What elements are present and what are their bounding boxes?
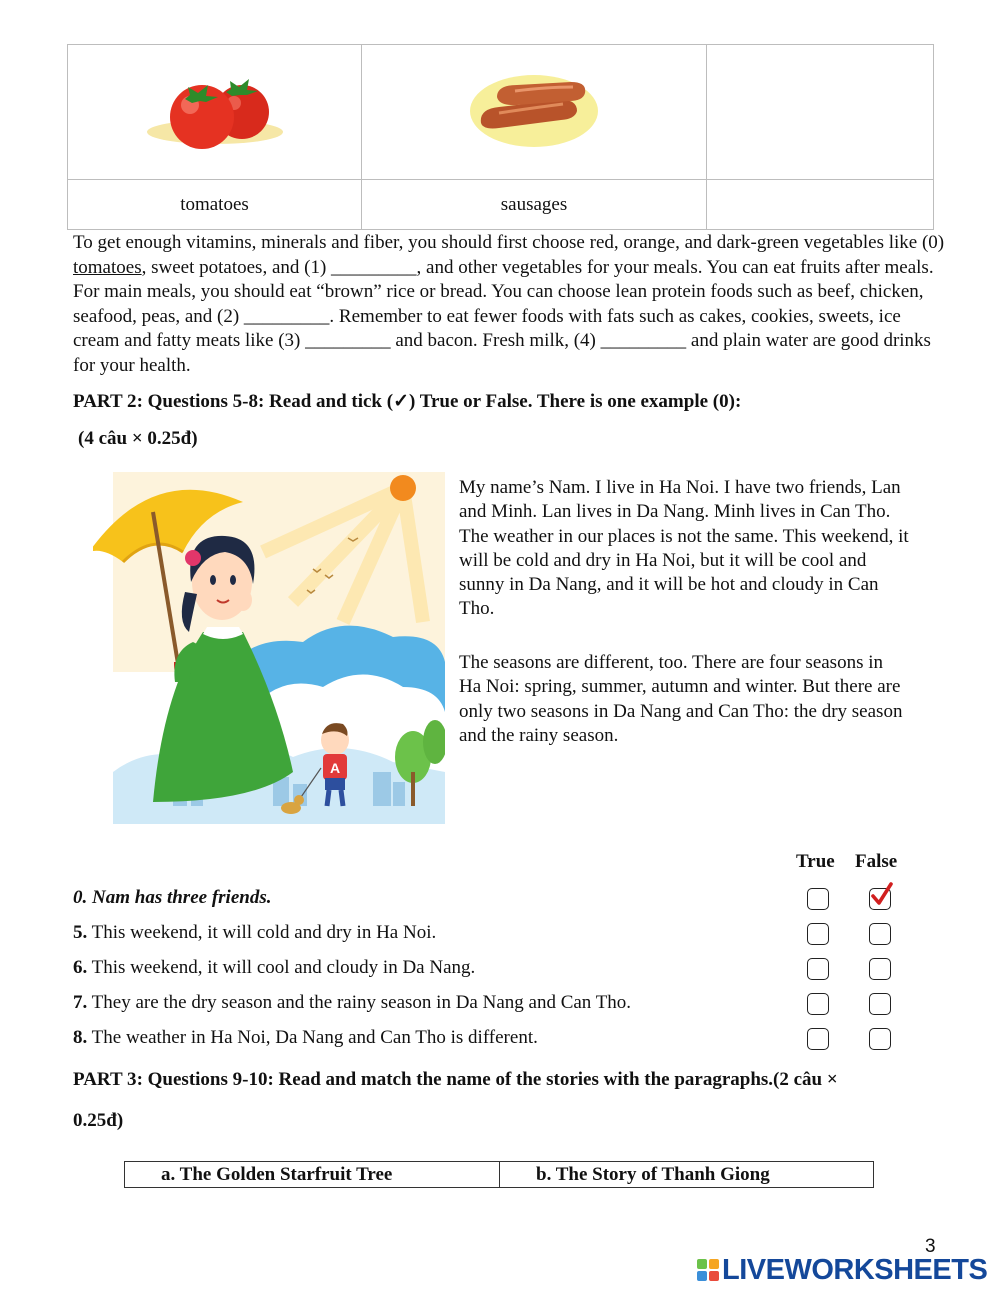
question-text: [73, 922, 436, 944]
question-number: 7.: [73, 992, 88, 1013]
reading-paragraph-2: The seasons are different, too. There are four seasons in Ha Noi: spring, summer, autumn and winter. But there are only two seasons in Da Nang and Can Tho: the dry season and the rainy season.: [459, 652, 903, 746]
sausages-image: [459, 65, 609, 155]
q7-false-checkbox[interactable]: [869, 993, 891, 1015]
part2-heading: [73, 390, 741, 413]
cloze-passage: [73, 231, 945, 378]
q5-true-checkbox[interactable]: [807, 923, 829, 945]
svg-text:A: A: [330, 760, 341, 776]
part2-score: (4 câu × 0.25đ): [78, 428, 198, 449]
reading-paragraph-1: My name’s Nam. I live in Ha Noi. I have two friends, Lan and Minh. Lan lives in Da Nang. Minh lives in Can Tho. The weather in our places is not the same. This weekend, it will be cold and dry in Ha Noi, but it will be cool and sunny in Da Nang, and it will be hot and cloudy in Can Tho.: [459, 477, 909, 620]
question-statement: This weekend, it will cool and cloudy in Da Nang.: [87, 957, 476, 978]
sausages-picture-cell: [362, 45, 707, 180]
empty-label: [707, 180, 934, 230]
true-column-header: True: [796, 851, 835, 872]
liveworksheets-logo: [697, 1254, 987, 1286]
empty-picture-cell: [707, 45, 934, 180]
tomatoes-label: tomatoes: [68, 180, 362, 230]
q5-false-checkbox[interactable]: [869, 923, 891, 945]
q8-false-checkbox[interactable]: [869, 1028, 891, 1050]
part2-instruction: : Questions 5-8: Read and tick (✓) True or False. There is one example (0):: [136, 391, 742, 412]
q8-true-checkbox[interactable]: [807, 1028, 829, 1050]
question-number: 6.: [73, 957, 88, 978]
question-row-5: [73, 922, 933, 952]
sausages-label: sausages: [362, 180, 707, 230]
q6-true-checkbox[interactable]: [807, 958, 829, 980]
question-statement: They are the dry season and the rainy season in Da Nang and Can Tho.: [87, 992, 632, 1013]
brand-name: LIVEWORKSHEETS: [722, 1253, 988, 1286]
question-statement: This weekend, it will cold and dry in Ha Noi.: [87, 922, 437, 943]
liveworksheets-logo-icon: [697, 1259, 719, 1281]
question-text: [73, 1027, 538, 1049]
part3-heading: [73, 1069, 838, 1091]
example-true-checkbox[interactable]: [807, 888, 829, 910]
checkmark-icon: [869, 881, 895, 909]
example-question-row: [73, 887, 933, 917]
story-b: b. The Story of Thanh Giong: [500, 1162, 874, 1188]
question-row-7: [73, 992, 933, 1022]
part3-label: PART 3: [73, 1069, 137, 1090]
question-row-6: [73, 957, 933, 987]
question-text: [73, 957, 475, 979]
question-statement: The weather in Ha Noi, Da Nang and Can Tho is different.: [87, 1027, 538, 1048]
q6-false-checkbox[interactable]: [869, 958, 891, 980]
question-text: [73, 992, 631, 1014]
part3-instruction: : Questions 9-10: Read and match the name of the stories with the paragraphs.(2 câu ×: [136, 1069, 838, 1090]
question-row-8: [73, 1027, 933, 1057]
example-false-checkbox[interactable]: [869, 888, 891, 910]
passage-text-2: , sweet potatoes, and (1) _________, and other vegetables for your meals. You can eat fruits after meals. For main meals, you should eat “brown” rice or bread. You can choose lean protein foods such as beef, chicken, seafood, peas, and (2) _________. Remember to eat fewer foods with fats such as cakes, cookies, sweets, ice cream and fatty meats like (3) _________ and bacon. Fresh milk, (4) _________ and plain water are good drinks for your health.: [73, 256, 934, 376]
tomatoes-image: [130, 65, 300, 155]
part2-label: PART 2: [73, 391, 137, 412]
food-image-table: [67, 44, 934, 230]
false-column-header: False: [855, 851, 898, 872]
q7-true-checkbox[interactable]: [807, 993, 829, 1015]
story-a: a. The Golden Starfruit Tree: [125, 1162, 500, 1188]
question-number: 8.: [73, 1027, 88, 1048]
example-question-text: 0. Nam has three friends.: [73, 887, 272, 908]
girl-with-umbrella-illustration: [93, 472, 445, 824]
page-number: 3: [925, 1236, 936, 1257]
passage-text-1: To get enough vitamins, minerals and fiber, you should first choose red, orange, and dark-green vegetables like (0): [73, 232, 945, 253]
example-answer: tomatoes: [73, 256, 142, 278]
question-number: 5.: [73, 922, 88, 943]
part3-score: 0.25đ): [73, 1110, 124, 1131]
stories-table: [124, 1161, 874, 1188]
tomatoes-picture-cell: [68, 45, 362, 180]
